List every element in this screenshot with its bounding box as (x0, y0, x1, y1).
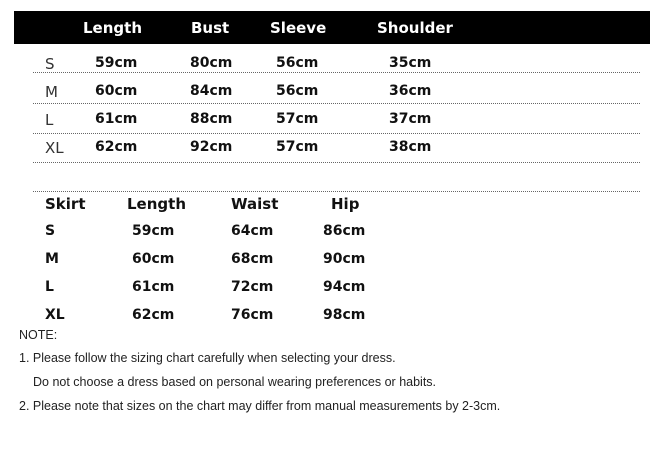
bust-cell: 88cm (190, 111, 233, 127)
bust-cell: 92cm (190, 139, 233, 155)
length-cell: 61cm (95, 111, 138, 127)
top-header-sleeve: Sleeve (270, 19, 327, 37)
waist-cell: 68cm (231, 251, 274, 267)
length-cell: 60cm (132, 251, 175, 267)
note-line-1: 1. Please follow the sizing chart carefully when selecting your dress. (19, 351, 396, 365)
sleeve-cell: 57cm (276, 139, 319, 155)
length-cell: 59cm (132, 223, 175, 239)
row-divider (33, 72, 640, 73)
row-divider (33, 133, 640, 134)
length-cell: 62cm (95, 139, 138, 155)
sleeve-cell: 56cm (276, 55, 319, 71)
skirt-header-length: Length (127, 195, 186, 213)
waist-cell: 72cm (231, 279, 274, 295)
waist-cell: 64cm (231, 223, 274, 239)
top-header-bust: Bust (191, 19, 230, 37)
bust-cell: 84cm (190, 83, 233, 99)
shoulder-cell: 38cm (389, 139, 432, 155)
shoulder-cell: 36cm (389, 83, 432, 99)
shoulder-cell: 37cm (389, 111, 432, 127)
skirt-header-hip: Hip (331, 195, 360, 213)
size-label: XL (45, 139, 64, 157)
sleeve-cell: 56cm (276, 83, 319, 99)
length-cell: 62cm (132, 307, 175, 323)
top-header-length: Length (83, 19, 142, 37)
bust-cell: 80cm (190, 55, 233, 71)
length-cell: 61cm (132, 279, 175, 295)
size-label: M (45, 251, 59, 267)
size-label: XL (45, 307, 65, 323)
hip-cell: 94cm (323, 279, 366, 295)
row-divider (33, 162, 640, 163)
skirt-header-skirt: Skirt (45, 195, 86, 213)
hip-cell: 98cm (323, 307, 366, 323)
size-label: M (45, 83, 58, 101)
shoulder-cell: 35cm (389, 55, 432, 71)
row-divider (33, 191, 640, 192)
row-divider (33, 103, 640, 104)
size-label: S (45, 223, 56, 239)
sleeve-cell: 57cm (276, 111, 319, 127)
size-label: L (45, 279, 54, 295)
length-cell: 60cm (95, 83, 138, 99)
note-title: NOTE: (19, 328, 58, 342)
size-label: S (45, 55, 55, 73)
skirt-header-waist: Waist (231, 195, 279, 213)
size-label: L (45, 111, 54, 129)
note-line-2: Do not choose a dress based on personal wearing preferences or habits. (33, 375, 437, 389)
hip-cell: 86cm (323, 223, 366, 239)
length-cell: 59cm (95, 55, 138, 71)
top-header-shoulder: Shoulder (377, 19, 453, 37)
waist-cell: 76cm (231, 307, 274, 323)
hip-cell: 90cm (323, 251, 366, 267)
note-line-3: 2. Please note that sizes on the chart may differ from manual measurements by 2-3cm. (19, 399, 501, 413)
